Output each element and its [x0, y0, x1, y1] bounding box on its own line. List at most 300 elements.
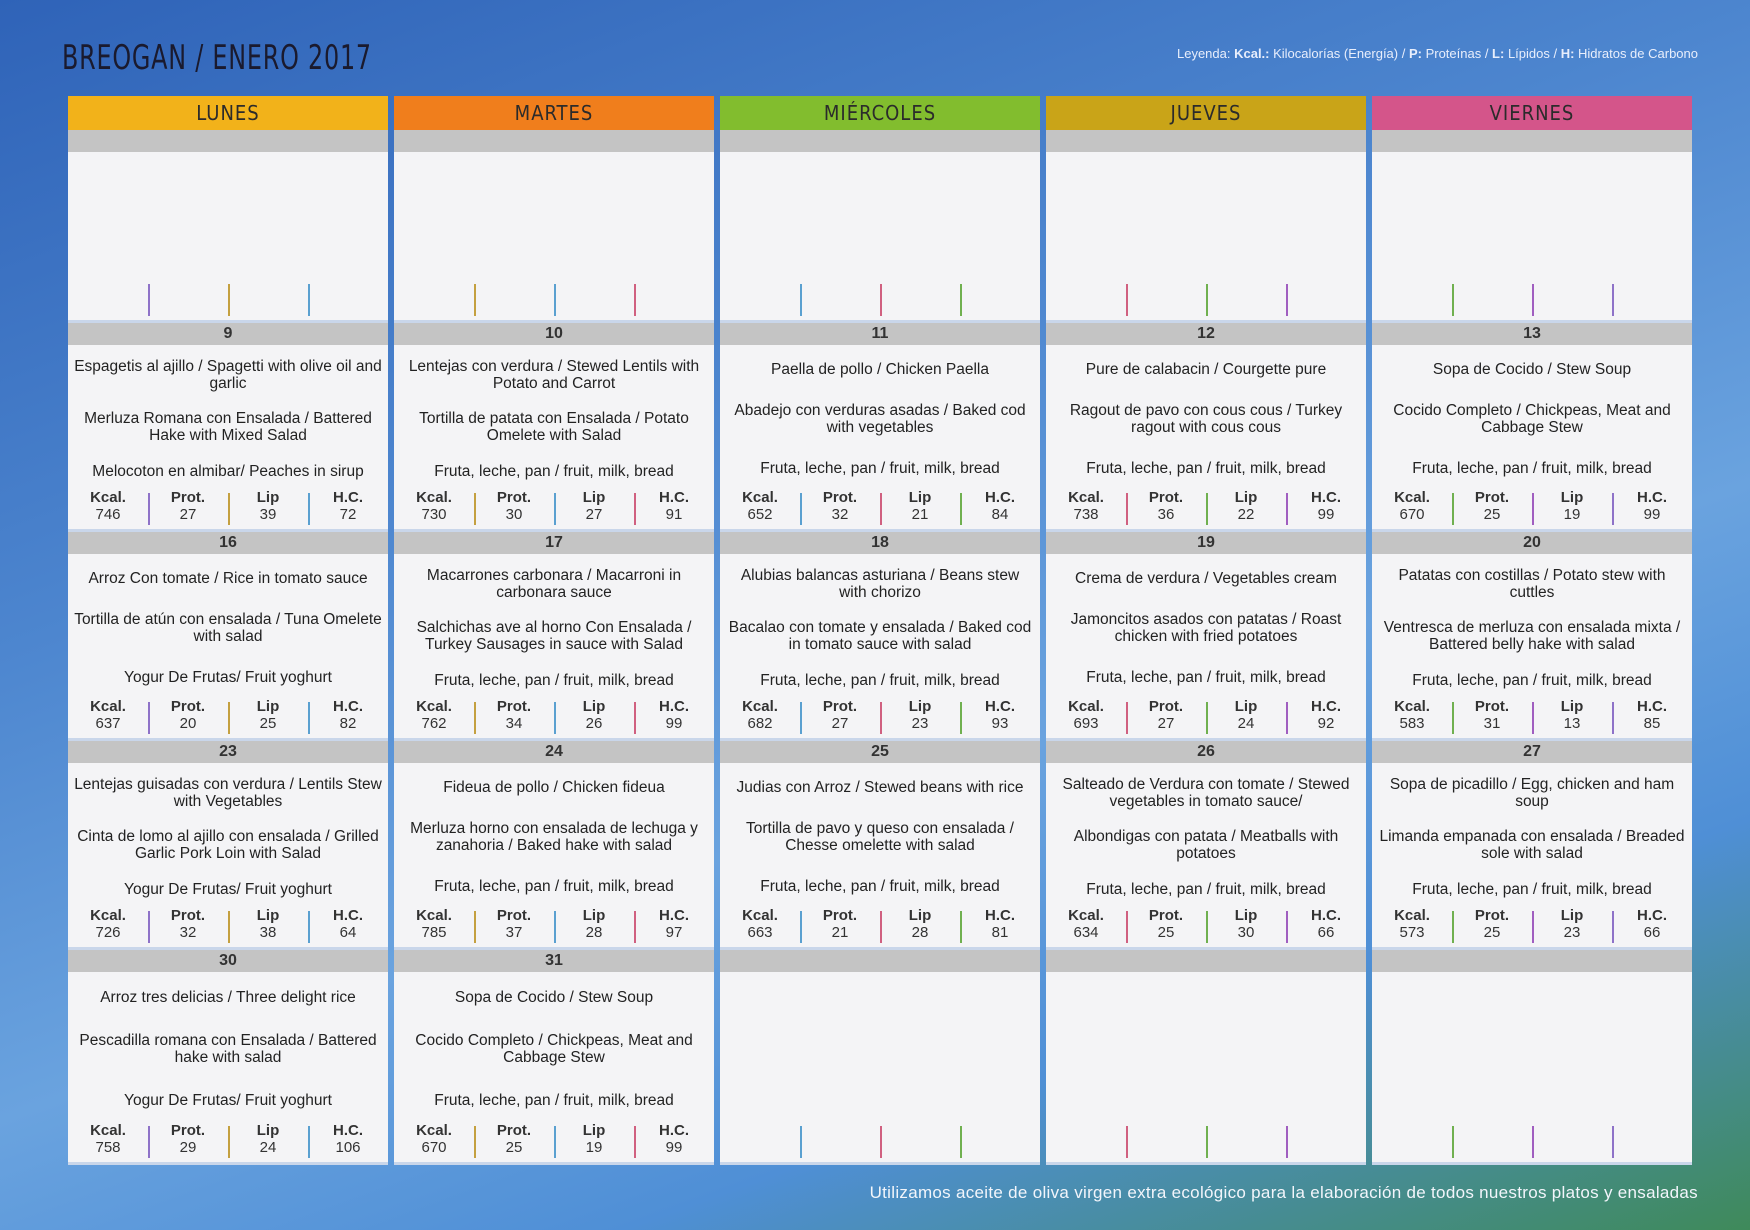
date-number: 16 — [68, 532, 388, 554]
nutrient-value: 13 — [1563, 715, 1581, 732]
nutrient-value: 583 — [1399, 715, 1425, 732]
second-course: Cinta de lomo al ajillo con ensalada / Grilled Garlic Pork Loin with Salad — [77, 828, 379, 863]
second-course: Merluza horno con ensalada de lechuga y zanahoria / Baked hake with salad — [410, 820, 698, 854]
empty-day-cell — [1046, 130, 1366, 323]
dessert: Fruta, leche, pan / fruit, milk, bread — [1412, 671, 1652, 689]
nutrient-lip — [1206, 489, 1286, 529]
nutrient-value: 634 — [1073, 924, 1099, 941]
first-course: Patatas con costillas / Potato stew with cuttles — [1398, 567, 1666, 602]
nutrient-value: 24 — [259, 1139, 277, 1156]
dessert: Fruta, leche, pan / fruit, milk, bread — [760, 671, 1000, 689]
nutrient-divider — [960, 280, 1040, 320]
nutrient-value: 99 — [665, 715, 683, 732]
nutrient-divider — [1372, 1122, 1452, 1162]
footer-note: Utilizamos aceite de oliva virgen extra ecológico para la elaboración de todos nuestros platos y ensaladas — [869, 1183, 1698, 1202]
nutrient-label: Lip — [1560, 698, 1584, 715]
nutrient-label: Lip — [582, 489, 606, 506]
nutrient-prot — [474, 907, 554, 947]
nutrient-label: Prot. — [1474, 698, 1510, 715]
legend-h-key: H: — [1560, 46, 1575, 61]
date-number: 11 — [720, 323, 1040, 345]
second-course: Tortilla de patata con Ensalada / Potato Omelete with Salad — [419, 410, 689, 445]
nutrient-value: 22 — [1237, 506, 1255, 523]
day-column-jueves — [1046, 96, 1366, 1168]
legend-kcal-key: Kcal.: — [1234, 46, 1270, 61]
nutrient-label: H.C. — [659, 907, 689, 924]
nutrient-prot — [148, 907, 228, 947]
second-course: Cocido Completo / Chickpeas, Meat and Cabbage Stew — [415, 1032, 693, 1066]
day-menu-cell — [68, 532, 388, 741]
nutrient-label: Lip — [908, 489, 932, 506]
nutrient-hc — [634, 698, 714, 738]
nutrient-lip — [554, 698, 634, 738]
nutrient-divider — [68, 280, 148, 320]
nutrient-label: Prot. — [170, 907, 206, 924]
date-number: 12 — [1046, 323, 1366, 345]
nutrient-kcal — [1046, 907, 1126, 947]
nutrition-row — [68, 907, 388, 947]
nutrient-divider — [394, 280, 474, 320]
nutrient-divider — [1532, 280, 1612, 320]
nutrient-value: 37 — [505, 924, 523, 941]
first-course: Crema de verdura / Vegetables cream — [1075, 570, 1337, 587]
nutrient-hc — [634, 1122, 714, 1162]
nutrient-value: 84 — [991, 506, 1009, 523]
nutrient-prot — [1126, 489, 1206, 529]
nutrient-label: Lip — [1560, 489, 1584, 506]
legend-h-text: Hidratos de Carbono — [1574, 46, 1698, 61]
date-number: 30 — [68, 950, 388, 972]
date-number: 27 — [1372, 741, 1692, 763]
nutrient-hc — [308, 1122, 388, 1162]
nutrition-stub-row — [720, 1122, 1040, 1162]
second-course: Ragout de pavo con cous cous / Turkey ragout with cous cous — [1069, 402, 1343, 436]
nutrient-divider — [228, 280, 308, 320]
nutrient-label: Prot. — [1148, 907, 1184, 924]
date-number: 17 — [394, 532, 714, 554]
nutrient-label: Lip — [908, 907, 932, 924]
nutrient-kcal — [720, 907, 800, 947]
nutrient-label: H.C. — [333, 1122, 363, 1139]
nutrient-value: 19 — [1563, 506, 1581, 523]
date-number: 10 — [394, 323, 714, 345]
date-bar — [68, 130, 388, 152]
nutrient-kcal — [720, 698, 800, 738]
first-course: Sopa de picadillo / Egg, chicken and ham soup — [1389, 776, 1675, 811]
nutrient-value: 21 — [911, 506, 929, 523]
nutrient-value: 38 — [259, 924, 277, 941]
nutrition-row — [720, 698, 1040, 738]
nutrient-kcal — [394, 1122, 474, 1162]
dessert: Fruta, leche, pan / fruit, milk, bread — [1412, 880, 1652, 898]
second-course: Limanda empanada con ensalada / Breaded sole with salad — [1379, 828, 1685, 863]
nutrient-kcal — [394, 907, 474, 947]
nutrient-prot — [474, 489, 554, 529]
nutrient-value: 573 — [1399, 924, 1425, 941]
nutrient-label: Kcal. — [90, 489, 126, 506]
nutrient-divider — [1286, 1122, 1366, 1162]
nutrient-value: 652 — [747, 506, 773, 523]
nutrient-hc — [634, 907, 714, 947]
date-number: 23 — [68, 741, 388, 763]
first-course: Espagetis al ajillo / Spagetti with olive oil and garlic — [74, 358, 382, 393]
nutrient-prot — [474, 1122, 554, 1162]
nutrient-value: 670 — [1399, 506, 1425, 523]
first-course: Arroz Con tomate / Rice in tomato sauce — [88, 570, 368, 587]
nutrient-label: H.C. — [1637, 698, 1667, 715]
nutrient-lip — [1206, 907, 1286, 947]
day-column-martes — [394, 96, 714, 1168]
day-menu-cell — [394, 532, 714, 741]
nutrient-label: Prot. — [496, 698, 532, 715]
nutrient-label: H.C. — [985, 489, 1015, 506]
nutrient-divider — [800, 280, 880, 320]
nutrient-label: Prot. — [170, 1122, 206, 1139]
nutrient-kcal — [1372, 907, 1452, 947]
nutrient-label: H.C. — [985, 698, 1015, 715]
first-course: Lentejas guisadas con verdura / Lentils Stew with Vegetables — [74, 776, 382, 811]
empty-day-cell — [394, 130, 714, 323]
legend-prefix: Leyenda: — [1176, 46, 1235, 61]
nutrient-kcal — [1046, 489, 1126, 529]
nutrient-value: 19 — [585, 1139, 603, 1156]
nutrient-label: H.C. — [333, 907, 363, 924]
nutrition-row — [1046, 907, 1366, 947]
nutrient-label: Lip — [256, 698, 280, 715]
nutrient-divider — [1126, 1122, 1206, 1162]
nutrient-hc — [308, 907, 388, 947]
nutrition-stub-row — [1372, 280, 1692, 320]
nutrient-prot — [148, 698, 228, 738]
day-column-viernes — [1372, 96, 1692, 1168]
nutrient-value: 26 — [585, 715, 603, 732]
nutrient-divider — [1206, 1122, 1286, 1162]
nutrition-row — [1372, 907, 1692, 947]
nutrient-label: Lip — [582, 698, 606, 715]
nutrient-hc — [1612, 907, 1692, 947]
day-menu-cell — [1372, 323, 1692, 532]
dessert: Melocoton en almibar/ Peaches in sirup — [92, 462, 364, 480]
dessert: Yogur De Frutas/ Fruit yoghurt — [124, 880, 332, 898]
nutrient-label: H.C. — [1637, 489, 1667, 506]
second-course: Jamoncitos asados con patatas / Roast chicken with fried potatoes — [1070, 611, 1342, 645]
nutrient-label: Lip — [256, 489, 280, 506]
nutrient-divider — [720, 1122, 800, 1162]
nutrient-label: H.C. — [1311, 489, 1341, 506]
nutrient-kcal — [68, 1122, 148, 1162]
nutrient-divider — [148, 280, 228, 320]
second-course: Tortilla de pavo y queso con ensalada / Chesse omelette with salad — [746, 820, 1014, 854]
date-number: 18 — [720, 532, 1040, 554]
second-course: Abadejo con verduras asadas / Baked cod with vegetables — [734, 402, 1026, 436]
nutrient-value: 99 — [1643, 506, 1661, 523]
nutrient-label: Prot. — [822, 698, 858, 715]
nutrient-label: Kcal. — [1068, 698, 1104, 715]
first-course: Salteado de Verdura con tomate / Stewed vegetables in tomato sauce/ — [1062, 776, 1350, 811]
nutrient-hc — [308, 698, 388, 738]
first-course: Lentejas con verdura / Stewed Lentils with Potato and Carrot — [408, 358, 700, 393]
nutrient-hc — [1612, 698, 1692, 738]
nutrient-label: Kcal. — [742, 698, 778, 715]
nutrient-label: Prot. — [496, 1122, 532, 1139]
dessert: Yogur De Frutas/ Fruit yoghurt — [124, 1092, 332, 1109]
nutrient-prot — [1126, 698, 1206, 738]
first-course: Arroz tres delicias / Three delight rice — [100, 989, 356, 1006]
nutrition-stub-row — [1372, 1122, 1692, 1162]
nutrient-value: 30 — [1237, 924, 1255, 941]
nutrient-hc — [1286, 698, 1366, 738]
legend-l-key: L: — [1492, 46, 1505, 61]
nutrient-value: 693 — [1073, 715, 1099, 732]
second-course: Ventresca de merluza con ensalada mixta / Battered belly hake with salad — [1383, 619, 1681, 654]
nutrient-prot — [1452, 698, 1532, 738]
nutrient-label: Prot. — [822, 907, 858, 924]
legend-p-text: Proteínas / — [1421, 46, 1493, 61]
day-menu-cell — [68, 323, 388, 532]
day-column-miercoles — [720, 96, 1040, 1168]
empty-day-cell — [720, 130, 1040, 323]
nutrient-prot — [148, 1122, 228, 1162]
nutrient-value: 31 — [1483, 715, 1501, 732]
first-course: Paella de pollo / Chicken Paella — [771, 361, 989, 378]
nutrient-divider — [1612, 1122, 1692, 1162]
date-bar — [720, 130, 1040, 152]
date-number: 9 — [68, 323, 388, 345]
nutrient-value: 97 — [665, 924, 683, 941]
nutrient-hc — [634, 489, 714, 529]
nutrient-prot — [800, 698, 880, 738]
date-bar — [1046, 950, 1366, 972]
nutrition-row — [394, 1122, 714, 1162]
page-title: BREOGAN / ENERO 2017 — [62, 38, 372, 78]
nutrient-divider — [1126, 280, 1206, 320]
nutrient-divider — [554, 280, 634, 320]
nutrient-value: 28 — [585, 924, 603, 941]
dessert: Fruta, leche, pan / fruit, milk, bread — [434, 671, 674, 689]
dessert: Fruta, leche, pan / fruit, milk, bread — [760, 878, 1000, 895]
nutrition-stub-row — [68, 280, 388, 320]
nutrition-row — [720, 489, 1040, 529]
nutrient-divider — [1046, 1122, 1126, 1162]
date-number: 13 — [1372, 323, 1692, 345]
nutrient-value: 36 — [1157, 506, 1175, 523]
nutrient-label: Lip — [1560, 907, 1584, 924]
nutrient-value: 64 — [339, 924, 357, 941]
nutrient-lip — [880, 907, 960, 947]
nutrient-prot — [1452, 489, 1532, 529]
nutrient-divider — [1532, 1122, 1612, 1162]
day-menu-cell — [1046, 532, 1366, 741]
legend — [1177, 46, 1698, 61]
nutrient-value: 39 — [259, 506, 277, 523]
nutrient-label: Kcal. — [416, 907, 452, 924]
nutrition-row — [1372, 489, 1692, 529]
nutrient-label: Kcal. — [1068, 489, 1104, 506]
nutrient-value: 27 — [831, 715, 849, 732]
nutrient-value: 637 — [95, 715, 121, 732]
nutrient-lip — [228, 489, 308, 529]
nutrient-label: Lip — [256, 1122, 280, 1139]
nutrient-label: Prot. — [1474, 489, 1510, 506]
day-header: VIERNES — [1372, 96, 1692, 130]
nutrient-divider — [1452, 1122, 1532, 1162]
nutrient-prot — [148, 489, 228, 529]
nutrition-stub-row — [1046, 280, 1366, 320]
empty-day-cell — [68, 130, 388, 323]
nutrient-value: 27 — [179, 506, 197, 523]
nutrient-divider — [1286, 280, 1366, 320]
first-course: Macarrones carbonara / Macarroni in carbonara sauce — [426, 567, 682, 602]
dessert: Fruta, leche, pan / fruit, milk, bread — [434, 1092, 674, 1109]
nutrient-divider — [800, 1122, 880, 1162]
dessert: Fruta, leche, pan / fruit, milk, bread — [1412, 460, 1652, 477]
nutrient-label: Lip — [1234, 489, 1258, 506]
nutrition-row — [394, 489, 714, 529]
nutrient-prot — [1452, 907, 1532, 947]
day-header: JUEVES — [1046, 96, 1366, 130]
nutrient-lip — [1532, 489, 1612, 529]
first-course: Judias con Arroz / Stewed beans with rice — [736, 779, 1024, 796]
date-number: 24 — [394, 741, 714, 763]
nutrient-label: Prot. — [1148, 489, 1184, 506]
nutrition-row — [1046, 698, 1366, 738]
nutrient-value: 32 — [179, 924, 197, 941]
second-course: Cocido Completo / Chickpeas, Meat and Cabbage Stew — [1393, 402, 1671, 436]
dessert: Fruta, leche, pan / fruit, milk, bread — [434, 462, 674, 480]
nutrient-divider — [960, 1122, 1040, 1162]
nutrient-label: Lip — [582, 1122, 606, 1139]
day-menu-cell — [68, 950, 388, 1165]
empty-day-cell — [720, 950, 1040, 1165]
nutrient-value: 25 — [1157, 924, 1175, 941]
nutrient-value: 82 — [339, 715, 357, 732]
nutrient-value: 785 — [421, 924, 447, 941]
second-course: Tortilla de atún con ensalada / Tuna Omelete with salad — [74, 611, 382, 645]
nutrient-divider — [1372, 280, 1452, 320]
nutrient-prot — [474, 698, 554, 738]
nutrient-value: 91 — [665, 506, 683, 523]
nutrient-value: 670 — [421, 1139, 447, 1156]
nutrient-label: H.C. — [985, 907, 1015, 924]
nutrient-label: Kcal. — [742, 907, 778, 924]
empty-day-cell — [1046, 950, 1366, 1165]
empty-day-cell — [1372, 130, 1692, 323]
nutrient-divider — [880, 280, 960, 320]
nutrient-value: 758 — [95, 1139, 121, 1156]
nutrition-stub-row — [394, 280, 714, 320]
day-menu-cell — [1372, 532, 1692, 741]
nutrient-value: 106 — [335, 1139, 361, 1156]
date-number: 26 — [1046, 741, 1366, 763]
day-menu-cell — [720, 741, 1040, 950]
nutrient-prot — [800, 907, 880, 947]
nutrient-value: 24 — [1237, 715, 1255, 732]
nutrient-label: Kcal. — [90, 1122, 126, 1139]
nutrient-value: 93 — [991, 715, 1009, 732]
date-number: 31 — [394, 950, 714, 972]
nutrient-hc — [1286, 489, 1366, 529]
nutrient-value: 27 — [1157, 715, 1175, 732]
nutrient-value: 32 — [831, 506, 849, 523]
nutrient-divider — [720, 280, 800, 320]
day-menu-cell — [720, 323, 1040, 532]
nutrient-value: 21 — [831, 924, 849, 941]
nutrition-stub-row — [1046, 1122, 1366, 1162]
nutrient-value: 25 — [259, 715, 277, 732]
nutrient-divider — [1046, 280, 1126, 320]
nutrient-value: 85 — [1643, 715, 1661, 732]
nutrient-hc — [1612, 489, 1692, 529]
nutrient-label: Prot. — [822, 489, 858, 506]
day-menu-cell — [394, 950, 714, 1165]
legend-l-text: Lípidos / — [1504, 46, 1561, 61]
nutrient-divider — [634, 280, 714, 320]
second-course: Bacalao con tomate y ensalada / Baked cod in tomato sauce with salad — [728, 619, 1032, 654]
nutrition-row — [394, 907, 714, 947]
nutrient-lip — [1532, 907, 1612, 947]
nutrition-row — [68, 489, 388, 529]
nutrient-lip — [880, 489, 960, 529]
nutrient-label: Prot. — [1148, 698, 1184, 715]
nutrient-value: 34 — [505, 715, 523, 732]
second-course: Merluza Romana con Ensalada / Battered Hake with Mixed Salad — [84, 410, 372, 445]
nutrient-value: 663 — [747, 924, 773, 941]
nutrient-label: H.C. — [659, 489, 689, 506]
nutrient-lip — [1532, 698, 1612, 738]
nutrient-kcal — [1372, 698, 1452, 738]
nutrient-kcal — [720, 489, 800, 529]
nutrient-value: 99 — [1317, 506, 1335, 523]
first-course: Sopa de Cocido / Stew Soup — [1432, 361, 1632, 378]
nutrient-label: Lip — [1234, 907, 1258, 924]
nutrient-label: H.C. — [333, 489, 363, 506]
day-header: LUNES — [68, 96, 388, 130]
second-course: Salchichas ave al horno Con Ensalada / Turkey Sausages in sauce with Salad — [416, 619, 692, 654]
nutrient-lip — [554, 489, 634, 529]
first-course: Fideua de pollo / Chicken fideua — [443, 779, 665, 796]
date-bar — [1046, 130, 1366, 152]
dessert: Fruta, leche, pan / fruit, milk, bread — [1086, 880, 1326, 898]
nutrient-divider — [474, 280, 554, 320]
nutrient-hc — [1286, 907, 1366, 947]
nutrient-lip — [880, 698, 960, 738]
nutrient-value: 72 — [339, 506, 357, 523]
nutrient-lip — [1206, 698, 1286, 738]
nutrient-value: 23 — [1563, 924, 1581, 941]
nutrient-value: 29 — [179, 1139, 197, 1156]
first-course: Sopa de Cocido / Stew Soup — [454, 989, 654, 1006]
dessert: Fruta, leche, pan / fruit, milk, bread — [1086, 460, 1326, 477]
first-course: Alubias balancas asturiana / Beans stew with chorizo — [740, 567, 1020, 602]
nutrient-hc — [960, 698, 1040, 738]
nutrient-label: Prot. — [170, 698, 206, 715]
legend-p-key: P: — [1408, 46, 1422, 61]
nutrient-value: 81 — [991, 924, 1009, 941]
nutrient-lip — [228, 698, 308, 738]
nutrient-label: Lip — [908, 698, 932, 715]
nutrient-label: H.C. — [1637, 907, 1667, 924]
nutrient-value: 726 — [95, 924, 121, 941]
day-menu-cell — [1046, 323, 1366, 532]
nutrient-divider — [1612, 280, 1692, 320]
empty-day-cell — [1372, 950, 1692, 1165]
day-menu-cell — [68, 741, 388, 950]
nutrition-stub-row — [720, 280, 1040, 320]
date-number: 19 — [1046, 532, 1366, 554]
nutrition-row — [394, 698, 714, 738]
nutrient-prot — [800, 489, 880, 529]
dessert: Fruta, leche, pan / fruit, milk, bread — [1086, 669, 1326, 686]
